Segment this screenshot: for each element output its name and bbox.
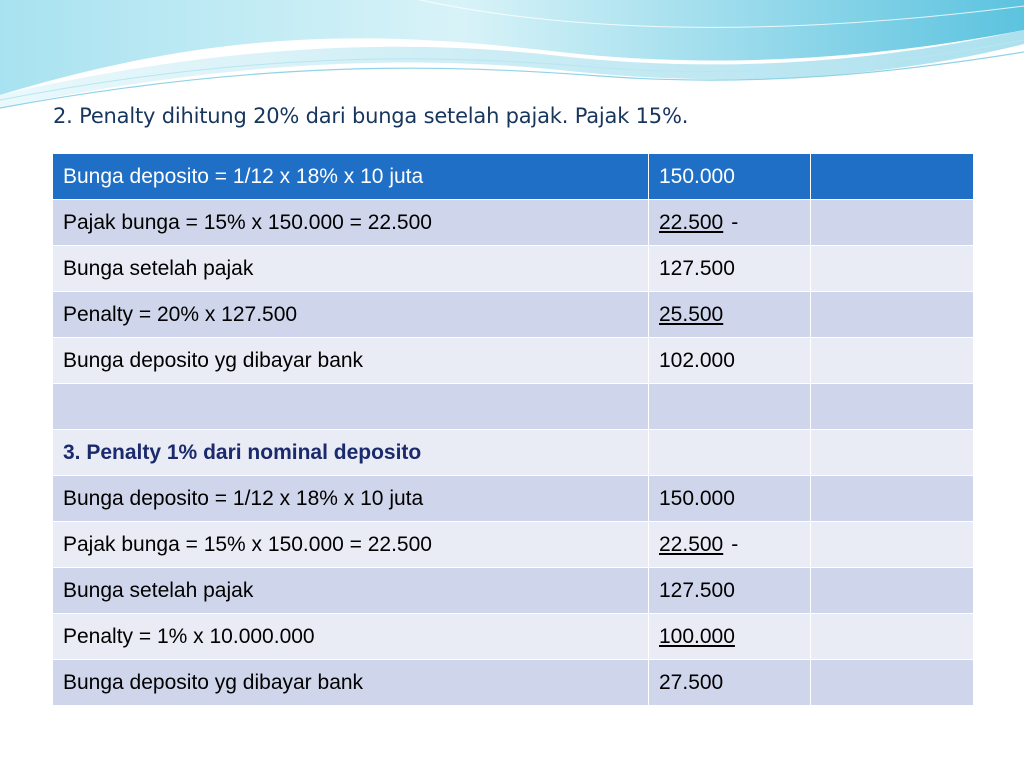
row-value: 25.500 <box>659 302 724 326</box>
table-row <box>53 246 974 292</box>
row-value: 127.500 <box>649 246 811 292</box>
table-row <box>53 614 974 660</box>
row-label: Bunga setelah pajak <box>53 568 649 614</box>
row-value <box>649 430 811 476</box>
penalty-table <box>52 153 974 706</box>
row-extra <box>811 660 974 706</box>
row-extra <box>811 568 974 614</box>
row-value: 22.500 <box>659 210 724 234</box>
row-label: Penalty = 20% x 127.500 <box>53 292 649 338</box>
row-extra <box>811 246 974 292</box>
row-value-suffix: - <box>731 210 739 234</box>
row-extra <box>811 154 974 200</box>
row-value: 22.500 <box>659 532 724 556</box>
row-value-cell <box>649 292 811 338</box>
row-extra <box>811 338 974 384</box>
row-value: 27.500 <box>649 660 811 706</box>
row-label: Pajak bunga = 15% x 150.000 = 22.500 <box>53 200 649 246</box>
row-label: Penalty = 1% x 10.000.000 <box>53 614 649 660</box>
row-label: Pajak bunga = 15% x 150.000 = 22.500 <box>53 522 649 568</box>
table-row <box>53 568 974 614</box>
row-value-cell <box>649 614 811 660</box>
wave-decoration <box>0 0 1024 120</box>
row-value-cell <box>649 200 811 246</box>
row-value-cell <box>649 522 811 568</box>
table-row <box>53 338 974 384</box>
row-label <box>53 384 649 430</box>
table-row <box>53 660 974 706</box>
row-value: 100.000 <box>659 624 735 648</box>
table-row <box>53 292 974 338</box>
row-label: Bunga deposito yg dibayar bank <box>53 338 649 384</box>
row-extra <box>811 384 974 430</box>
row-value: 150.000 <box>649 154 811 200</box>
row-extra <box>811 522 974 568</box>
row-extra <box>811 476 974 522</box>
row-extra <box>811 614 974 660</box>
row-label: Bunga deposito = 1/12 x 18% x 10 juta <box>53 476 649 522</box>
table-row-empty <box>53 384 974 430</box>
row-extra <box>811 200 974 246</box>
row-value-suffix: - <box>731 532 739 556</box>
row-label: Bunga setelah pajak <box>53 246 649 292</box>
table-row <box>53 476 974 522</box>
table-row-section <box>53 430 974 476</box>
row-extra <box>811 430 974 476</box>
row-value <box>649 384 811 430</box>
section-heading: 3. Penalty 1% dari nominal deposito <box>53 430 649 476</box>
row-label: Bunga deposito yg dibayar bank <box>53 660 649 706</box>
slide-title: 2. Penalty dihitung 20% dari bunga setelah pajak. Pajak 15%. <box>53 104 689 128</box>
table-row <box>53 200 974 246</box>
row-value: 150.000 <box>649 476 811 522</box>
table-row <box>53 522 974 568</box>
row-value: 102.000 <box>649 338 811 384</box>
table-row <box>53 154 974 200</box>
row-value: 127.500 <box>649 568 811 614</box>
row-extra <box>811 292 974 338</box>
row-label: Bunga deposito = 1/12 x 18% x 10 juta <box>53 154 649 200</box>
